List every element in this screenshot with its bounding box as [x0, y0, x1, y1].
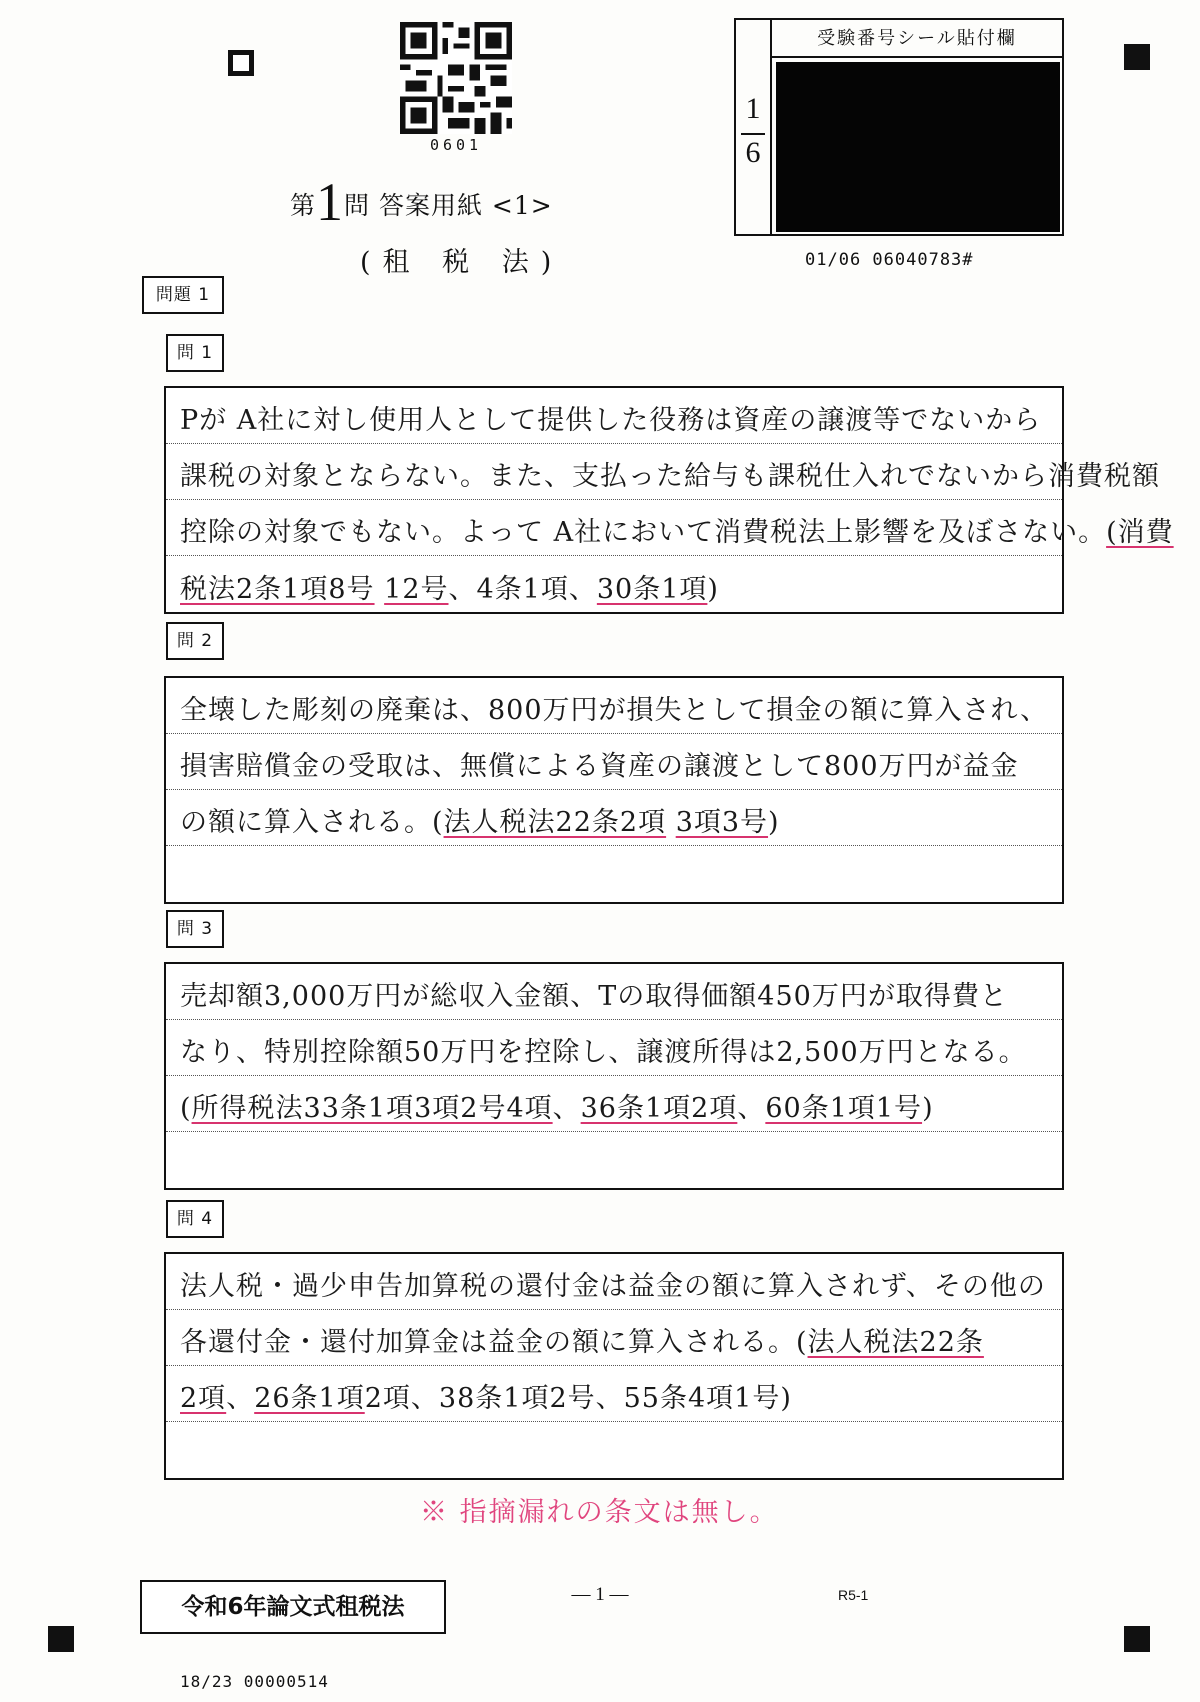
answer-text: 課税の対象とならない。また、支払った給与も課税仕入れでないから消費税額 [180, 461, 1160, 492]
answer-line [180, 1035, 1052, 1071]
answer-row [166, 1076, 1062, 1132]
title-number: 1 [316, 172, 345, 232]
answer-row [166, 1132, 1062, 1188]
answer-text: 、4条1項、 [448, 574, 597, 605]
answer-line [180, 1269, 1052, 1305]
answer-line [180, 1325, 1052, 1361]
redacted-seal [776, 62, 1060, 232]
answer-text: 、 [552, 1093, 581, 1124]
answer-text: 法人税・過少申告加算税の還付金は益金の額に算入されず、その他の [180, 1271, 1046, 1302]
underlined-citation: 法人税法22条 [807, 1327, 984, 1358]
exam-id: 01/06 06040783# [805, 250, 974, 270]
answer-line [180, 693, 1052, 729]
answer-text: ) [768, 807, 780, 838]
answer-text: 売却額3,000万円が総収入金額、Tの取得価額450万円が取得費と [180, 981, 1008, 1012]
answer-row [166, 790, 1062, 846]
answer-row [166, 556, 1062, 612]
problem-label: 問題 1 [142, 276, 224, 314]
underlined-citation: 36条1項2項 [580, 1093, 738, 1124]
underlined-citation: 26条1項 [254, 1383, 365, 1414]
answer-row [166, 500, 1174, 556]
answer-text: 全壊した彫刻の廃棄は、800万円が損失として損金の額に算入され、 [180, 695, 1049, 726]
revision-code: R5-1 [838, 1587, 869, 1603]
seal-label: 受験番号シール貼付欄 [772, 20, 1062, 58]
answer-line [180, 1381, 1052, 1417]
answer-text: 、 [226, 1383, 255, 1414]
qr-code-number: 0601 [429, 136, 483, 154]
answer-text: なり、特別控除額50万円を控除し、譲渡所得は2,500万円となる。 [180, 1037, 1027, 1068]
answer-text: ) [707, 574, 719, 605]
answer-line [180, 459, 1160, 495]
page-fraction [736, 20, 772, 236]
registration-mark-bottom-right [1124, 1626, 1150, 1652]
title-suffix: 問 答案用紙 <1> [344, 191, 553, 220]
question-label-4: 問 4 [166, 1200, 224, 1238]
underlined-citation: 30条1項 [596, 574, 708, 605]
answer-line [180, 572, 1052, 608]
answer-text [666, 807, 676, 838]
footer-doc-id: 18/23 00000514 [180, 1672, 329, 1691]
underlined-citation: (消費 [1106, 517, 1174, 548]
answer-text: 控除の対象でもない。よって A社において消費税法上影響を及ぼさない。 [180, 517, 1107, 548]
page-fraction-denominator: 6 [745, 136, 761, 169]
title-prefix: 第 [290, 191, 317, 220]
underlined-citation: 3項3号 [675, 807, 769, 838]
question-label-3: 問 3 [166, 910, 224, 948]
answer-row [166, 734, 1062, 790]
answer-text: 損害賠償金の受取は、無償による資産の譲渡として800万円が益金 [180, 751, 1019, 782]
page-number: — 1 — [571, 1584, 629, 1605]
registration-mark-top-right [1124, 44, 1150, 70]
footer-title: 令和6年論文式租税法 [140, 1580, 446, 1634]
answer-text: 、 [737, 1093, 766, 1124]
answer-box-3 [164, 962, 1064, 1190]
registration-mark-top-left [228, 50, 254, 76]
page-subtitle: (租 税 法) [360, 247, 564, 278]
answer-row [166, 388, 1062, 444]
answer-line [180, 515, 1174, 551]
answer-text: 各還付金・還付加算金は益金の額に算入される。( [180, 1327, 808, 1358]
answer-row [166, 1020, 1062, 1076]
underlined-citation: 12号 [384, 574, 449, 605]
answer-row [166, 964, 1062, 1020]
answer-line [180, 403, 1052, 439]
exam-number-seal-area [734, 18, 1064, 236]
answer-row [166, 846, 1062, 902]
answer-row [166, 1310, 1062, 1366]
underlined-citation: 所得税法33条1項3項2号4項 [191, 1093, 553, 1124]
handwritten-note: ※ 指摘漏れの条文は無し。 [420, 1497, 779, 1528]
answer-text [375, 574, 385, 605]
answer-row [166, 1422, 1062, 1478]
qr-code [400, 22, 512, 134]
answer-text: ) [922, 1093, 934, 1124]
answer-line [180, 749, 1052, 785]
underlined-citation: 税法2条1項8号 [180, 574, 375, 605]
answer-text: 2項、38条1項2号、55条4項1号) [364, 1383, 792, 1414]
answer-text: ( [180, 1093, 192, 1124]
answer-box-4 [164, 1252, 1064, 1480]
answer-line [180, 1091, 1052, 1127]
question-label-1: 問 1 [166, 334, 224, 372]
answer-box-2 [164, 676, 1064, 904]
registration-mark-bottom-left [48, 1626, 74, 1652]
answer-box-1 [164, 386, 1174, 614]
answer-text: の額に算入される。( [180, 807, 444, 838]
answer-line [180, 979, 1052, 1015]
answer-row [166, 1254, 1062, 1310]
answer-row [166, 1366, 1062, 1422]
answer-row [166, 444, 1160, 500]
answer-line [180, 805, 1052, 841]
underlined-citation: 2項 [180, 1383, 227, 1414]
page-title [290, 172, 670, 232]
fraction-bar [741, 133, 765, 135]
page-fraction-numerator: 1 [745, 92, 761, 125]
underlined-citation: 60条1項1号 [765, 1093, 923, 1124]
answer-row [166, 678, 1062, 734]
underlined-citation: 法人税法22条2項 [443, 807, 667, 838]
answer-text: Pが A社に対し使用人として提供した役務は資産の譲渡等でないから [180, 405, 1042, 436]
question-label-2: 問 2 [166, 622, 224, 660]
